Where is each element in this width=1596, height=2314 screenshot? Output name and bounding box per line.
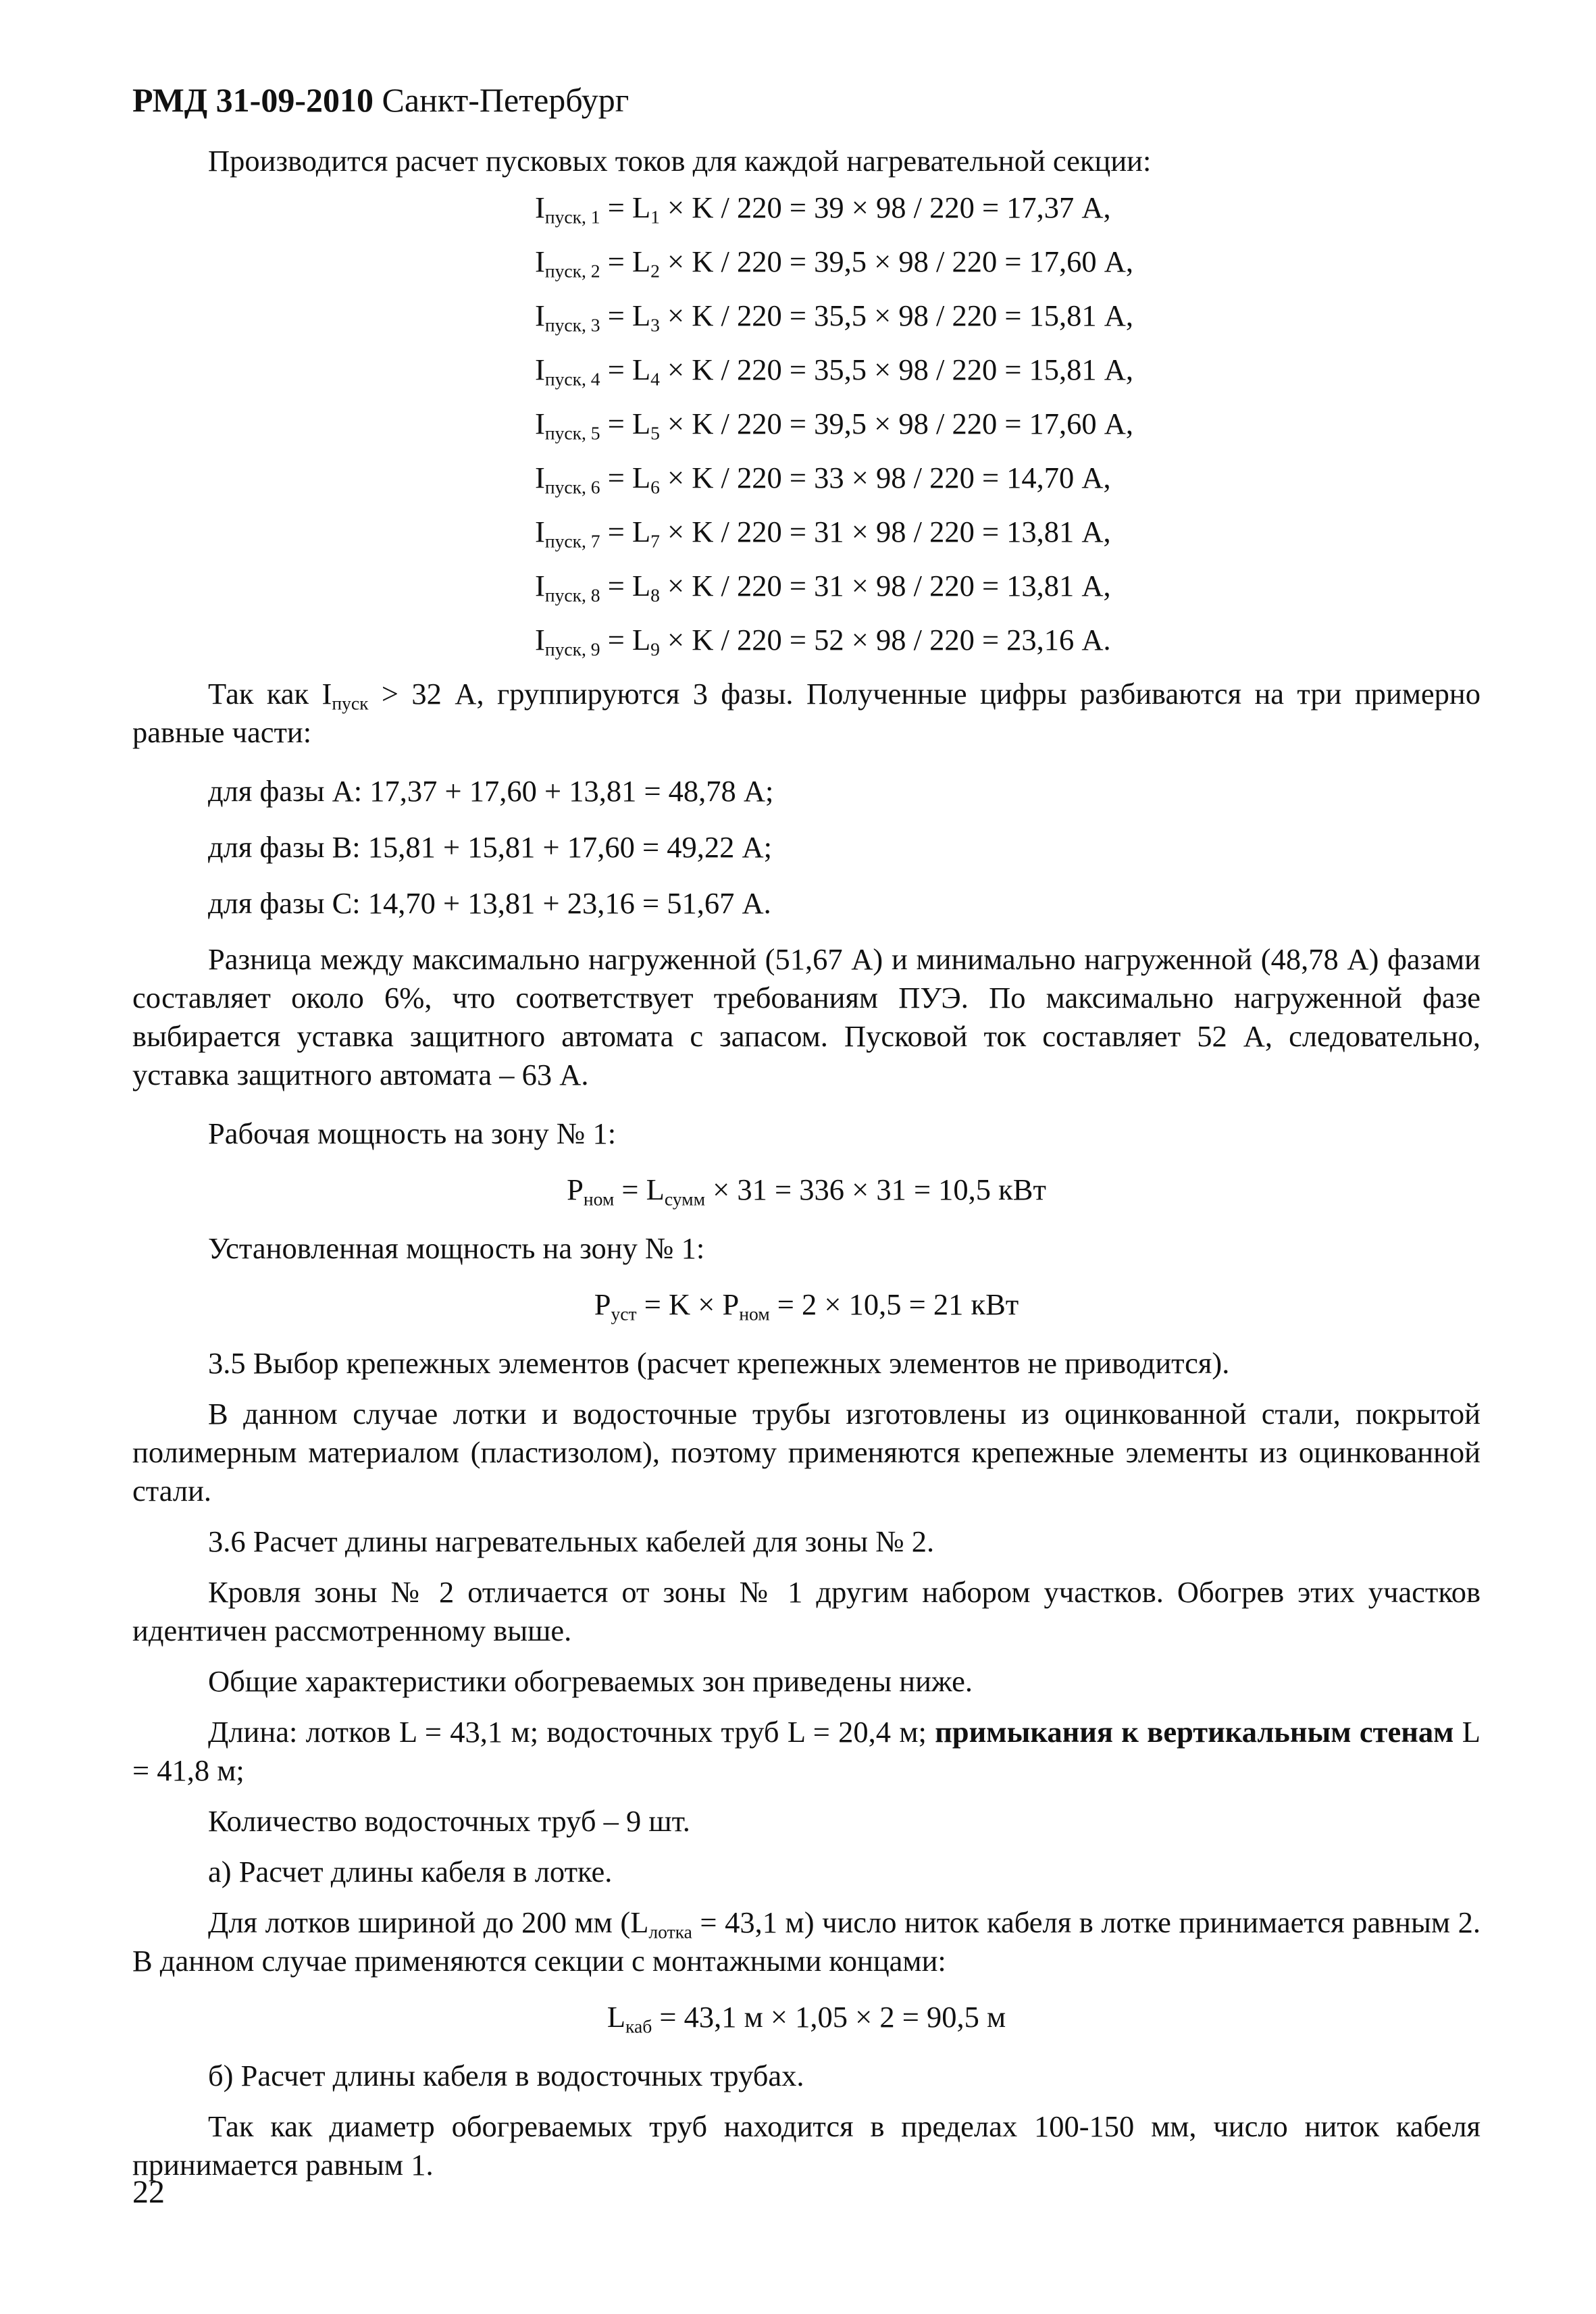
tray-paragraph [132,1903,1481,1980]
formula-l-sub: 2 [650,260,660,282]
page-header [132,80,629,120]
tray-subscript: лотка [648,1921,692,1943]
formula-i-sub: пуск, 2 [544,260,600,282]
item-a-heading: а) Расчет длины кабеля в лотке. [208,1855,613,1888]
formula-i-sub: пуск, 1 [544,206,600,228]
formula-expression: × K / 220 = 31 × 98 / 220 = 13,81 А, [659,569,1111,602]
start-current-formula: $I_{пуск, 2} = L_2 \times K / 220 = 39,5 \times 98 / 220 = 17,60$ А, [535,245,1134,282]
wp-rest: × 31 = 336 × 31 = 10,5 кВт [705,1173,1046,1206]
length-text-c: L = 41,8 м; [132,1715,1481,1787]
formula-l-sub: 8 [650,584,660,606]
phase-a-line: для фазы А: 17,37 + 17,60 + 13,81 = 48,78 А; [208,774,774,808]
wp-symbol: P [567,1173,584,1206]
formula-i-sub: пуск, 6 [544,476,600,498]
length-text-a: Длина: лотков L = 43,1 м; водосточных труб L = 20,4 м; [208,1715,935,1749]
tray-text-b: = 43,1 м) число ниток кабеля в лотке принимается равным 2. В данном случае применяются секции с монтажными концами: [132,1905,1481,1978]
wp-sub: ном [583,1188,615,1210]
start-current-formula: $I_{пуск, 5} = L_5 \times K / 220 = 39,5 \times 98 / 220 = 17,60$ А, [535,407,1134,444]
formula-expression: × K / 220 = 39,5 × 98 / 220 = 17,60 А, [659,245,1134,278]
cable-length-formula [132,1998,1481,2036]
difference-paragraph: Разница между максимально нагруженной (51,67 А) и минимально нагруженной (48,78 А) фазами составляет около 6%, что соответствует требованиям ПУЭ. По максимально нагруженной фазе выбирается уставка защитного автомата с запасом. Пусковой ток составляет 52 А, следовательно, уставка защитного автомата – 63 А. [132,942,1481,1091]
intro-paragraph: Производится расчет пусковых токов для каждой нагревательной секции: [208,144,1152,178]
working-power-formula [132,1171,1481,1209]
ip-k-sub: ном [739,1303,770,1325]
ip-symbol: P [594,1287,611,1321]
pipes-paragraph: Так как диаметр обогреваемых труб находится в пределах 100-150 мм, число ниток кабеля принимается равным 1. [132,2109,1481,2182]
tray-text-a: Для лотков шириной до 200 мм (L [208,1905,649,1939]
wp-l-sub: сумм [664,1188,706,1210]
formula-expression: × K / 220 = 33 × 98 / 220 = 14,70 А, [659,461,1111,494]
formula-expression: × K / 220 = 35,5 × 98 / 220 = 15,81 А, [659,299,1134,332]
formula-i-sub: пуск, 8 [544,584,600,606]
since-subscript: пуск [332,692,369,714]
phase-b-line: для фазы В: 15,81 + 15,81 + 17,60 = 49,22 А; [208,830,772,864]
start-current-formula: $I_{пуск, 1} = L_1 \times K / 220 = 39 \times 98 / 220 = 17,37$ А, [535,190,1111,228]
general-paragraph: Общие характеристики обогреваемых зон приведены ниже. [208,1664,973,1698]
start-current-formulas [132,188,1481,659]
start-current-formula: $I_{пуск, 9} = L_9 \times K / 220 = 52 \times 98 / 220 = 23,16$ А. [535,623,1111,660]
document-code: РМД 31-09-2010 [132,81,374,119]
roof-paragraph: Кровля зоны № 2 отличается от зоны № 1 другим набором участков. Обогрев этих участков идентичен рассмотренному выше. [132,1575,1481,1647]
page-number: 22 [132,2174,165,2210]
since-paragraph [132,675,1481,752]
formula-expression: × K / 220 = 31 × 98 / 220 = 13,81 А, [659,515,1111,548]
phase-c-line: для фазы С: 14,70 + 13,81 + 23,16 = 51,67 А. [208,886,771,920]
start-current-formula: $I_{пуск, 6} = L_6 \times K / 220 = 33 \times 98 / 220 = 14,70$ А, [535,461,1111,498]
item-b-heading: б) Расчет длины кабеля в водосточных трубах. [208,2059,804,2092]
length-text-bold: примыкания к вертикальным стенам [935,1715,1454,1749]
formula-i-sub: пуск, 3 [544,314,600,336]
start-current-formula: $I_{пуск, 7} = L_7 \times K / 220 = 31 \times 98 / 220 = 13,81$ А, [535,515,1111,552]
working-power-label: Рабочая мощность на зону № 1: [208,1116,617,1150]
formula-i-sub: пуск, 7 [544,530,600,552]
section-3-5-heading: 3.5 Выбор крепежных элементов (расчет крепежных элементов не приводится). [208,1346,1230,1380]
formula-l-sub: 4 [650,368,660,390]
formula-i-sub: пуск, 9 [544,638,600,660]
installed-power-label: Установленная мощность на зону № 1: [208,1231,705,1265]
since-text-b: > 32 А, группируются 3 фазы. Полученные цифры разбиваются на три примерно равные части: [132,677,1481,749]
ip-rest: = 2 × 10,5 = 21 кВт [769,1287,1019,1321]
cable-symbol: L [607,2000,626,2034]
section-3-6-heading: 3.6 Расчет длины нагревательных кабелей для зоны № 2. [208,1524,935,1558]
formula-l-sub: 6 [650,476,660,498]
document-city: Санкт-Петербург [373,81,629,119]
formula-l-sub: 3 [650,314,660,336]
formula-l-sub: 1 [650,206,660,228]
since-text-a: Так как I [208,677,332,711]
cable-subscript: каб [625,2015,652,2037]
cable-rest: = 43,1 м × 1,05 × 2 = 90,5 м [652,2000,1006,2034]
start-current-formula: $I_{пуск, 3} = L_3 \times K / 220 = 35,5 \times 98 / 220 = 15,81$ А, [535,299,1134,336]
ip-sub: уст [611,1303,637,1325]
formula-i-sub: пуск, 4 [544,368,600,390]
formula-expression: × K / 220 = 39,5 × 98 / 220 = 17,60 А, [659,407,1134,440]
formula-i-sub: пуск, 5 [544,422,600,444]
formula-expression: × K / 220 = 39 × 98 / 220 = 17,37 А, [659,190,1111,224]
formula-l-sub: 5 [650,422,660,444]
ip-mid: = K × P [636,1287,740,1321]
formula-expression: × K / 220 = 35,5 × 98 / 220 = 15,81 А, [659,353,1134,386]
formula-l-sub: 7 [650,530,660,552]
start-current-formula: $I_{пуск, 8} = L_8 \times K / 220 = 31 \times 98 / 220 = 13,81$ А, [535,569,1111,606]
start-current-formula: $I_{пуск, 4} = L_4 \times K / 220 = 35,5 \times 98 / 220 = 15,81$ А, [535,353,1134,390]
section-3-5-text: В данном случае лотки и водосточные трубы изготовлены из оцинкованной стали, покрытой полимерным материалом (пластизолом), поэтому применяются крепежные элементы из оцинкованной стали. [132,1397,1481,1508]
formula-l-sub: 9 [650,638,660,660]
pipe-count-paragraph: Количество водосточных труб – 9 шт. [208,1804,690,1838]
wp-mid: = L [614,1173,665,1206]
length-paragraph [132,1713,1481,1790]
installed-power-formula [132,1285,1481,1324]
phase-list [132,772,1481,923]
page-content [132,142,1481,2184]
formula-expression: × K / 220 = 52 × 98 / 220 = 23,16 А. [659,623,1111,657]
